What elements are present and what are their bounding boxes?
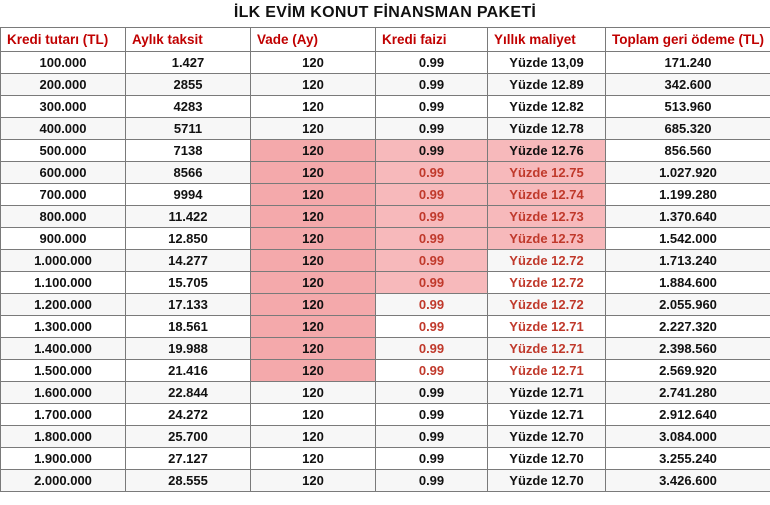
table-row [1, 162, 770, 184]
cell-kredi-tutari: 1.700.000 [1, 404, 126, 426]
column-header-kredi-faizi: Kredi faizi [376, 28, 488, 52]
cell-vade: 120 [251, 118, 376, 140]
cell-toplam-geri-odeme: 1.370.640 [606, 206, 770, 228]
cell-vade: 120 [251, 426, 376, 448]
cell-yillik-maliyet: Yüzde 12.78 [488, 118, 606, 140]
table-row [1, 140, 770, 162]
cell-toplam-geri-odeme: 171.240 [606, 52, 770, 74]
cell-kredi-faizi: 0.99 [376, 96, 488, 118]
table-row [1, 294, 770, 316]
cell-aylik-taksit: 5711 [126, 118, 251, 140]
cell-aylik-taksit: 1.427 [126, 52, 251, 74]
table-row [1, 316, 770, 338]
cell-vade: 120 [251, 338, 376, 360]
cell-yillik-maliyet: Yüzde 12.71 [488, 382, 606, 404]
cell-kredi-faizi: 0.99 [376, 52, 488, 74]
cell-vade: 120 [251, 272, 376, 294]
cell-vade: 120 [251, 448, 376, 470]
cell-toplam-geri-odeme: 1.199.280 [606, 184, 770, 206]
cell-yillik-maliyet: Yüzde 12.70 [488, 426, 606, 448]
cell-toplam-geri-odeme: 1.884.600 [606, 272, 770, 294]
cell-vade: 120 [251, 140, 376, 162]
table-row [1, 448, 770, 470]
cell-aylik-taksit: 7138 [126, 140, 251, 162]
cell-kredi-faizi: 0.99 [376, 426, 488, 448]
column-header-vade: Vade (Ay) [251, 28, 376, 52]
cell-toplam-geri-odeme: 3.084.000 [606, 426, 770, 448]
cell-yillik-maliyet: Yüzde 12.73 [488, 206, 606, 228]
cell-yillik-maliyet: Yüzde 12.74 [488, 184, 606, 206]
cell-kredi-faizi: 0.99 [376, 228, 488, 250]
cell-kredi-faizi: 0.99 [376, 404, 488, 426]
table-row [1, 250, 770, 272]
cell-kredi-faizi: 0.99 [376, 316, 488, 338]
table-row [1, 96, 770, 118]
cell-yillik-maliyet: Yüzde 12.71 [488, 360, 606, 382]
table-body [1, 52, 770, 492]
cell-toplam-geri-odeme: 2.398.560 [606, 338, 770, 360]
cell-toplam-geri-odeme: 856.560 [606, 140, 770, 162]
cell-kredi-tutari: 400.000 [1, 118, 126, 140]
table-header-row [1, 28, 770, 52]
cell-toplam-geri-odeme: 685.320 [606, 118, 770, 140]
column-header-kredi-tutari: Kredi tutarı (TL) [1, 28, 126, 52]
cell-kredi-tutari: 1.400.000 [1, 338, 126, 360]
cell-kredi-tutari: 900.000 [1, 228, 126, 250]
cell-kredi-faizi: 0.99 [376, 140, 488, 162]
cell-kredi-tutari: 200.000 [1, 74, 126, 96]
cell-aylik-taksit: 19.988 [126, 338, 251, 360]
cell-toplam-geri-odeme: 2.227.320 [606, 316, 770, 338]
cell-aylik-taksit: 15.705 [126, 272, 251, 294]
cell-toplam-geri-odeme: 2.912.640 [606, 404, 770, 426]
cell-vade: 120 [251, 52, 376, 74]
cell-kredi-tutari: 1.900.000 [1, 448, 126, 470]
cell-vade: 120 [251, 382, 376, 404]
cell-kredi-tutari: 1.800.000 [1, 426, 126, 448]
cell-yillik-maliyet: Yüzde 12.73 [488, 228, 606, 250]
cell-yillik-maliyet: Yüzde 12.72 [488, 250, 606, 272]
table-row [1, 74, 770, 96]
table-row [1, 360, 770, 382]
cell-kredi-tutari: 300.000 [1, 96, 126, 118]
cell-kredi-faizi: 0.99 [376, 470, 488, 492]
cell-kredi-faizi: 0.99 [376, 382, 488, 404]
cell-toplam-geri-odeme: 2.055.960 [606, 294, 770, 316]
cell-kredi-tutari: 1.000.000 [1, 250, 126, 272]
cell-kredi-faizi: 0.99 [376, 272, 488, 294]
table-row [1, 404, 770, 426]
cell-aylik-taksit: 27.127 [126, 448, 251, 470]
cell-vade: 120 [251, 470, 376, 492]
cell-aylik-taksit: 2855 [126, 74, 251, 96]
cell-aylik-taksit: 14.277 [126, 250, 251, 272]
cell-kredi-faizi: 0.99 [376, 338, 488, 360]
cell-yillik-maliyet: Yüzde 12.71 [488, 404, 606, 426]
table-row [1, 426, 770, 448]
table-row [1, 470, 770, 492]
cell-kredi-tutari: 1.200.000 [1, 294, 126, 316]
cell-yillik-maliyet: Yüzde 12.72 [488, 272, 606, 294]
column-header-aylik-taksit: Aylık taksit [126, 28, 251, 52]
cell-kredi-tutari: 1.100.000 [1, 272, 126, 294]
cell-vade: 120 [251, 162, 376, 184]
cell-toplam-geri-odeme: 1.027.920 [606, 162, 770, 184]
cell-yillik-maliyet: Yüzde 12.71 [488, 316, 606, 338]
cell-toplam-geri-odeme: 1.542.000 [606, 228, 770, 250]
cell-vade: 120 [251, 294, 376, 316]
table-row [1, 228, 770, 250]
cell-aylik-taksit: 4283 [126, 96, 251, 118]
cell-yillik-maliyet: Yüzde 12.75 [488, 162, 606, 184]
cell-aylik-taksit: 25.700 [126, 426, 251, 448]
cell-aylik-taksit: 17.133 [126, 294, 251, 316]
cell-vade: 120 [251, 96, 376, 118]
cell-aylik-taksit: 24.272 [126, 404, 251, 426]
cell-yillik-maliyet: Yüzde 12.76 [488, 140, 606, 162]
cell-vade: 120 [251, 404, 376, 426]
cell-kredi-tutari: 1.300.000 [1, 316, 126, 338]
cell-toplam-geri-odeme: 2.741.280 [606, 382, 770, 404]
cell-kredi-faizi: 0.99 [376, 448, 488, 470]
cell-yillik-maliyet: Yüzde 12.70 [488, 470, 606, 492]
cell-aylik-taksit: 9994 [126, 184, 251, 206]
cell-kredi-tutari: 800.000 [1, 206, 126, 228]
cell-kredi-faizi: 0.99 [376, 118, 488, 140]
cell-kredi-tutari: 1.500.000 [1, 360, 126, 382]
cell-kredi-faizi: 0.99 [376, 74, 488, 96]
cell-toplam-geri-odeme: 342.600 [606, 74, 770, 96]
cell-vade: 120 [251, 316, 376, 338]
cell-yillik-maliyet: Yüzde 12.71 [488, 338, 606, 360]
cell-kredi-faizi: 0.99 [376, 250, 488, 272]
column-header-yillik-maliyet: Yıllık maliyet [488, 28, 606, 52]
cell-toplam-geri-odeme: 3.255.240 [606, 448, 770, 470]
loan-table [0, 27, 770, 492]
column-header-toplam-geri-odeme: Toplam geri ödeme (TL) [606, 28, 770, 52]
cell-vade: 120 [251, 250, 376, 272]
cell-aylik-taksit: 8566 [126, 162, 251, 184]
cell-vade: 120 [251, 360, 376, 382]
cell-kredi-tutari: 700.000 [1, 184, 126, 206]
cell-kredi-faizi: 0.99 [376, 294, 488, 316]
cell-kredi-tutari: 2.000.000 [1, 470, 126, 492]
cell-toplam-geri-odeme: 2.569.920 [606, 360, 770, 382]
table-row [1, 338, 770, 360]
cell-kredi-tutari: 600.000 [1, 162, 126, 184]
cell-aylik-taksit: 12.850 [126, 228, 251, 250]
cell-toplam-geri-odeme: 3.426.600 [606, 470, 770, 492]
table-row [1, 206, 770, 228]
cell-yillik-maliyet: Yüzde 13,09 [488, 52, 606, 74]
cell-yillik-maliyet: Yüzde 12.70 [488, 448, 606, 470]
cell-vade: 120 [251, 184, 376, 206]
cell-kredi-faizi: 0.99 [376, 184, 488, 206]
cell-aylik-taksit: 18.561 [126, 316, 251, 338]
cell-vade: 120 [251, 228, 376, 250]
table-row [1, 184, 770, 206]
cell-aylik-taksit: 21.416 [126, 360, 251, 382]
cell-kredi-faizi: 0.99 [376, 360, 488, 382]
cell-aylik-taksit: 28.555 [126, 470, 251, 492]
cell-aylik-taksit: 22.844 [126, 382, 251, 404]
cell-kredi-tutari: 100.000 [1, 52, 126, 74]
cell-toplam-geri-odeme: 1.713.240 [606, 250, 770, 272]
cell-toplam-geri-odeme: 513.960 [606, 96, 770, 118]
table-row [1, 272, 770, 294]
table-row [1, 382, 770, 404]
cell-kredi-faizi: 0.99 [376, 162, 488, 184]
cell-yillik-maliyet: Yüzde 12.82 [488, 96, 606, 118]
cell-aylik-taksit: 11.422 [126, 206, 251, 228]
cell-vade: 120 [251, 206, 376, 228]
cell-yillik-maliyet: Yüzde 12.72 [488, 294, 606, 316]
table-row [1, 52, 770, 74]
cell-kredi-tutari: 500.000 [1, 140, 126, 162]
table-row [1, 118, 770, 140]
cell-kredi-tutari: 1.600.000 [1, 382, 126, 404]
cell-vade: 120 [251, 74, 376, 96]
cell-kredi-faizi: 0.99 [376, 206, 488, 228]
table-header [1, 28, 770, 52]
page-title: İLK EVİM KONUT FİNANSMAN PAKETİ [233, 4, 537, 21]
cell-yillik-maliyet: Yüzde 12.89 [488, 74, 606, 96]
